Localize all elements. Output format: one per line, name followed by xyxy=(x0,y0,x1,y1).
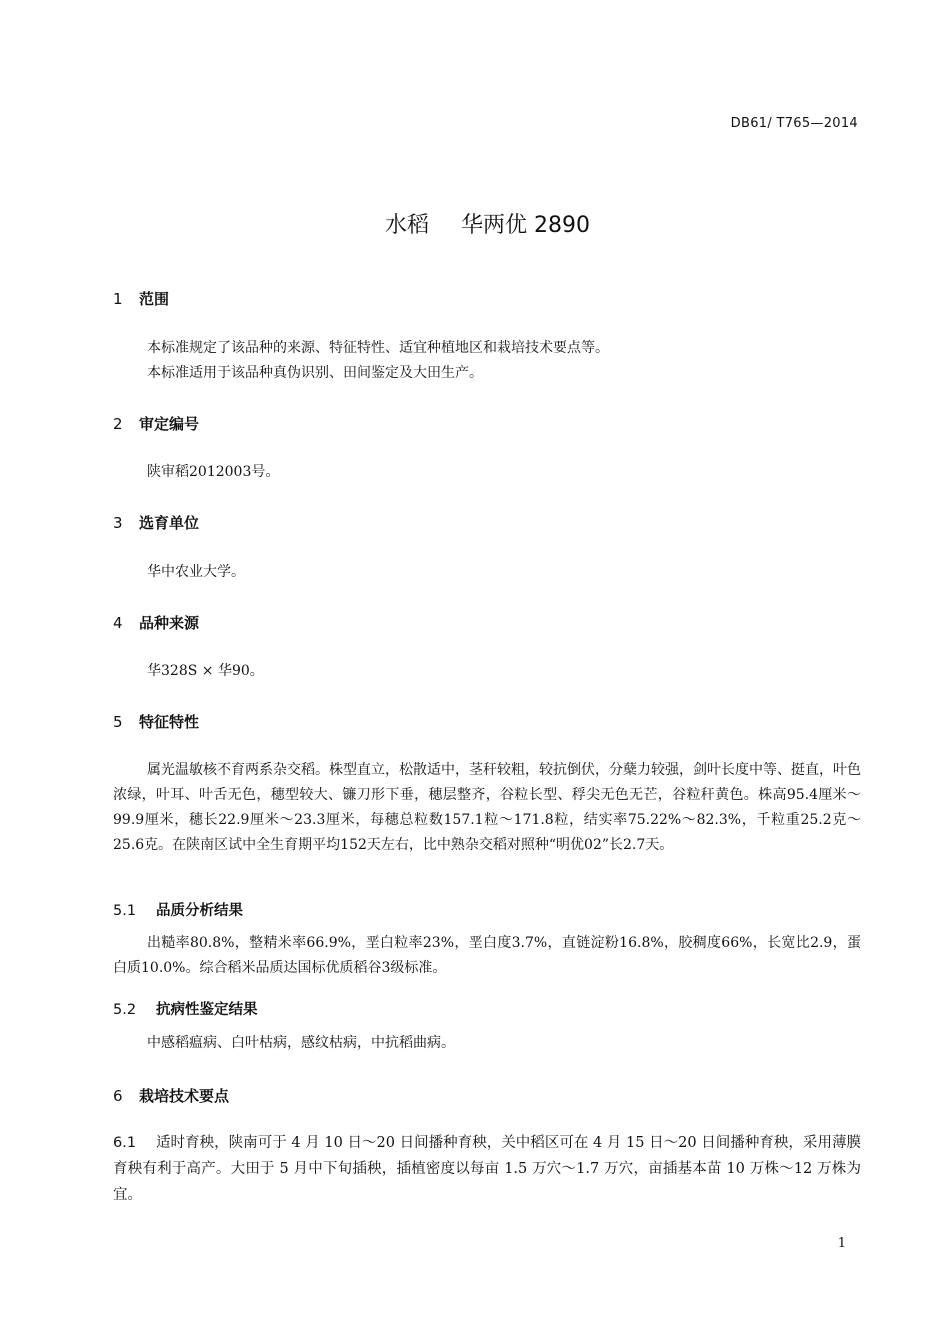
section-heading-origin: 4 品种来源 xyxy=(113,614,200,632)
section-heading-scope: 1 范围 xyxy=(113,290,170,308)
document-title xyxy=(0,208,950,239)
cultivation-seedling-number: 6.1 xyxy=(113,1135,137,1151)
section-heading-approval-number: 2 审定编号 xyxy=(113,415,200,433)
scope-line-1: 本标准规定了该品种的来源、特征特性、适宜种植地区和栽培技术要点等。 xyxy=(147,340,609,356)
title-variety: 华两优 2890 xyxy=(461,213,590,238)
disease-resistance-text: 中感稻瘟病、白叶枯病，感纹枯病，中抗稻曲病。 xyxy=(147,1035,455,1051)
cultivation-seedling-text: 适时育秧，陕南可于 4 月 10 日～20 日间播种育秧，关中稻区可在 4 月 15 日～20 日间播种育秧，采用薄膜育秧有利于高产。大田于 5 月中下旬插秧，插植密度以每亩 1.5 万穴～1.7 万穴，亩插基本苗 10 万株～12 万株为宜。 xyxy=(113,1135,861,1203)
page-number: 1 xyxy=(837,1236,846,1251)
breeder-text: 华中农业大学。 xyxy=(147,564,245,580)
quality-text: 出糙率80.8%，整精米率66.9%，垩白粒率23%，垩白度3.7%，直链淀粉16.8%，胶稠度66%，长宽比2.9，蛋白质10.0%。综合稻米品质达国标优质稻谷3级标准。 xyxy=(113,935,861,976)
origin-text: 华328S × 华90。 xyxy=(147,663,264,679)
document-number: DB61/ T765—2014 xyxy=(730,116,858,131)
section-heading-quality: 5.1 品质分析结果 xyxy=(113,903,243,919)
title-crop: 水稻 xyxy=(385,213,430,238)
cultivation-seedling-paragraph xyxy=(113,1130,861,1208)
characteristics-text: 属光温敏核不育两系杂交稻。株型直立，松散适中，茎秆较粗，较抗倒伏，分蘖力较强，剑叶长度中等、挺直，叶色浓绿，叶耳、叶舌无色，穗型较大、镰刀形下垂，穗层整齐，谷粒长型、稃尖无色无芒，谷粒秆黄色。株高95.4厘米～99.9厘米，穗长22.9厘米～23.3厘米，每穗总粒数157.1粒～171.8粒，结实率75.22%～82.3%，千粒重25.2克～25.6克。在陕南区试中全生育期平均152天左右，比中熟杂交稻对照种“明优02”长2.7天。 xyxy=(113,762,861,853)
scope-line-2: 本标准适用于该品种真伪识别、田间鉴定及大田生产。 xyxy=(147,365,483,381)
section-heading-characteristics: 5 特征特性 xyxy=(113,713,200,731)
approval-number-text: 陕审稻2012003号。 xyxy=(147,464,280,480)
section-heading-breeder: 3 选育单位 xyxy=(113,514,200,532)
section-heading-disease-resistance: 5.2 抗病性鉴定结果 xyxy=(113,1002,258,1018)
section-heading-cultivation: 6 栽培技术要点 xyxy=(113,1087,230,1105)
